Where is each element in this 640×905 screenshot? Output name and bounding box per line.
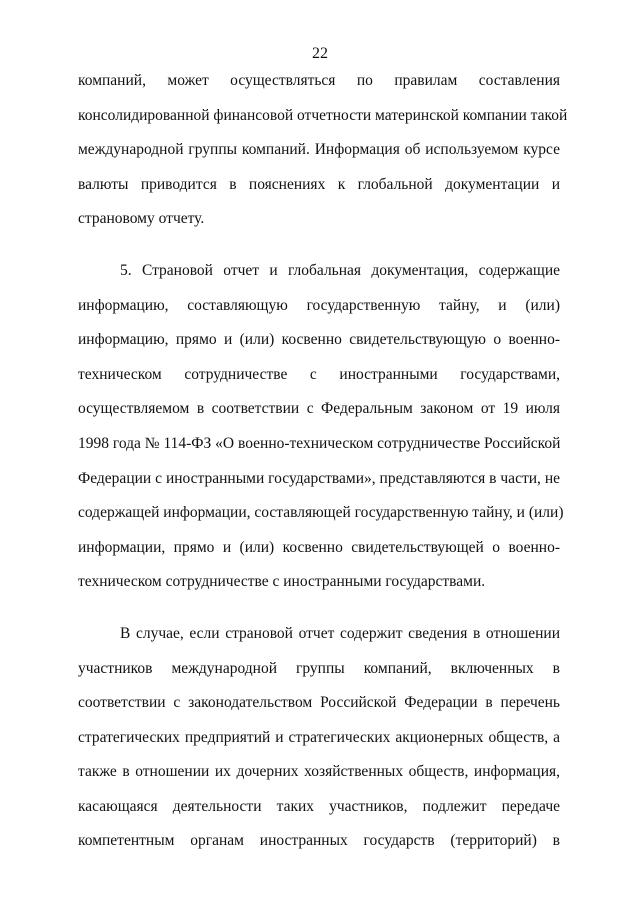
text-line: соответствии с законодательством Российской Федерации в перечень	[78, 694, 560, 712]
text-line: международной группы компаний. Информация об используемом курсе	[78, 141, 560, 159]
text-line: участников международной группы компаний, включенных в	[78, 659, 560, 677]
text-line: касающаяся деятельности таких участников, подлежит передаче	[78, 797, 560, 815]
paragraph-spacer	[78, 600, 560, 617]
document-body	[78, 64, 568, 859]
page-number: 22	[312, 45, 328, 62]
paragraph-3	[78, 617, 560, 859]
text-line: информации, прямо и (или) косвенно свидетельствующей о военно-	[78, 538, 560, 556]
text-line: техническом сотрудничестве с иностранными государствами.	[78, 573, 486, 591]
text-line: техническом сотрудничестве с иностранными государствами,	[78, 365, 560, 383]
text-line: осуществляемом в соответствии с Федеральным законом от 19 июля	[78, 400, 560, 418]
text-line: Федерации с иностранными государствами», представляются в части, не	[78, 469, 560, 487]
text-line: содержащей информации, составляющей государственную тайну, и (или)	[78, 504, 564, 522]
text-line: 5. Страновой отчет и глобальная документация, содержащие	[120, 261, 560, 279]
text-line: стратегических предприятий и стратегических акционерных обществ, а	[78, 728, 560, 746]
text-line: компетентным органам иностранных государств (территорий) в	[78, 832, 560, 850]
text-line: валюты приводится в пояснениях к глобальной документации и	[78, 175, 560, 193]
paragraph-1	[78, 64, 568, 237]
text-line: консолидированной финансовой отчетности материнской компании такой	[78, 106, 568, 124]
text-line: В случае, если страновой отчет содержит сведения в отношении	[120, 624, 560, 642]
text-line: страновому отчету.	[78, 210, 205, 228]
text-line: также в отношении их дочерних хозяйственных обществ, информация,	[78, 763, 560, 781]
text-line: информацию, прямо и (или) косвенно свидетельствующую о военно-	[78, 331, 560, 349]
text-line: информацию, составляющую государственную тайну, и (или)	[78, 296, 560, 314]
paragraph-spacer	[78, 237, 560, 254]
text-line: 1998 года № 114-ФЗ «О военно-техническом сотрудничестве Российской	[78, 434, 561, 452]
text-line: компаний, может осуществляться по правилам составления	[78, 72, 560, 89]
paragraph-2	[78, 254, 564, 600]
